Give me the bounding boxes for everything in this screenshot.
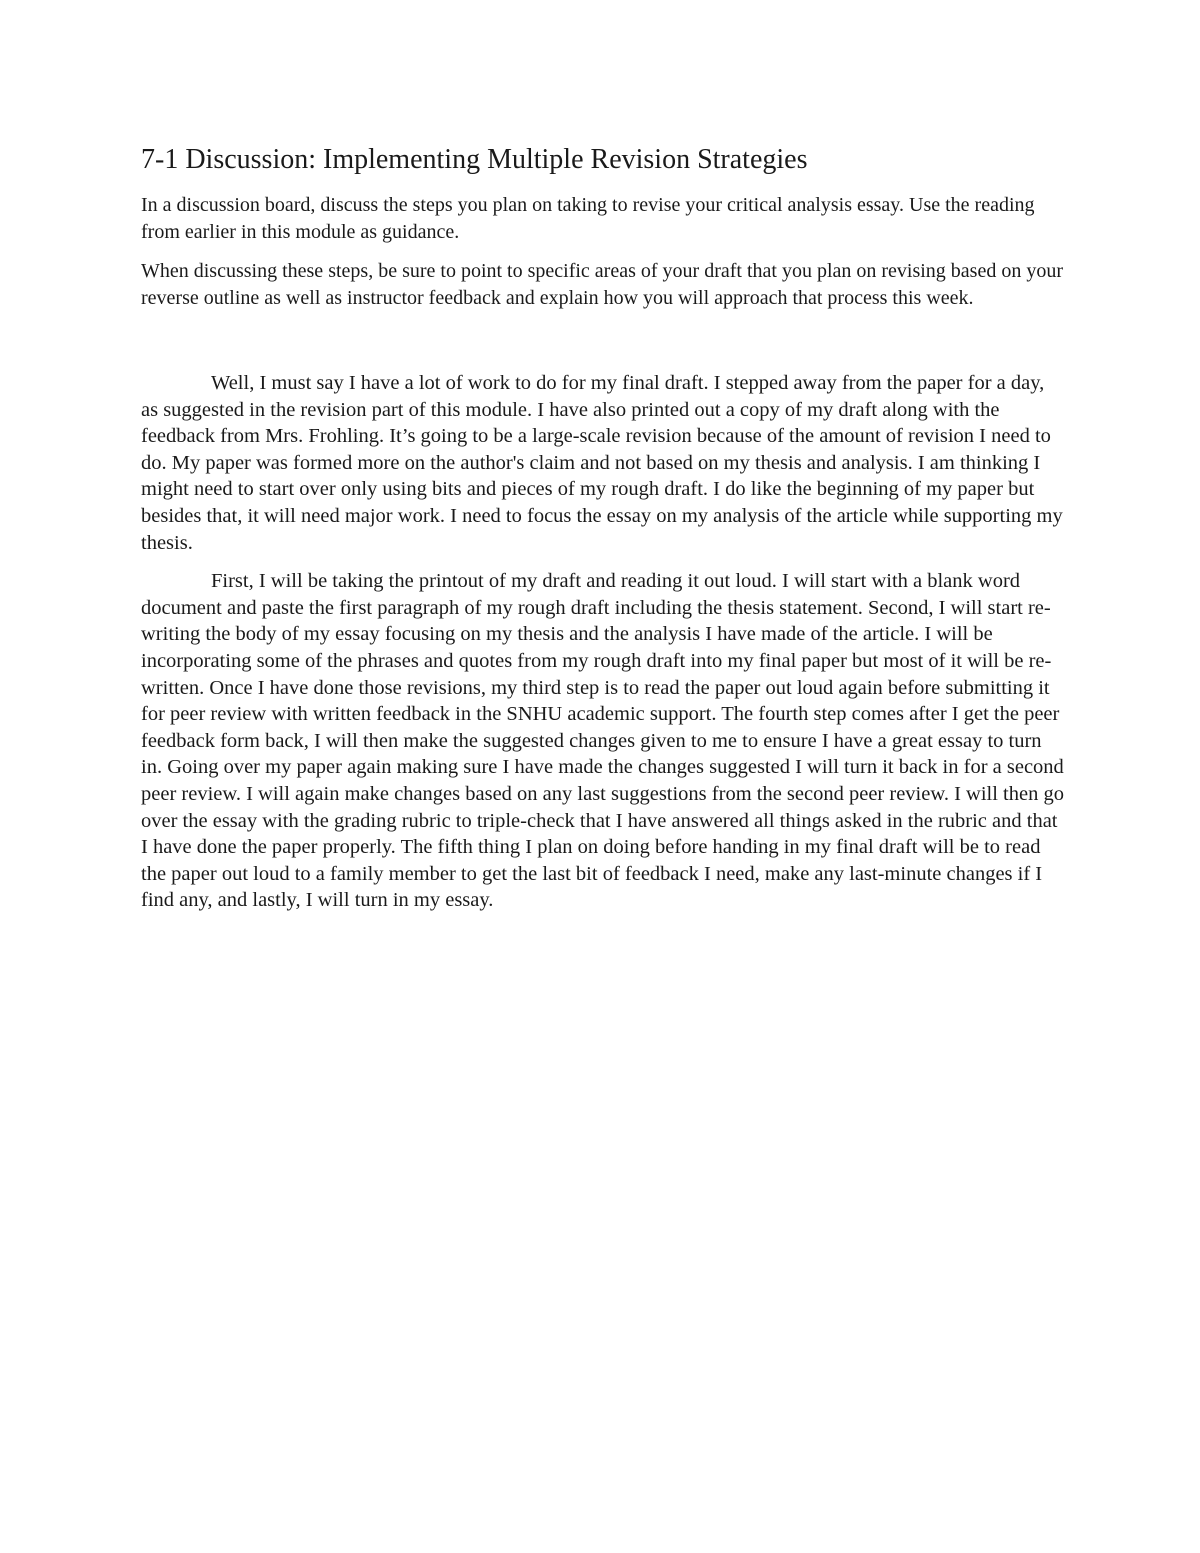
response-paragraph-1: Well, I must say I have a lot of work to do for my final draft. I stepped away from the paper for a day, as suggested in the revision part of this module. I have also printed out a copy of my draft along with the feedback from Mrs. Frohling. It’s going to be a large-scale revision because of the amount of revision I need to do. My paper was formed more on the author's claim and not based on my thesis and analysis. I am thinking I might need to start over only using bits and pieces of my rough draft. I do like the beginning of my paper but besides that, it will need major work. I need to focus the essay on my analysis of the article while supporting my thesis. (141, 372, 1063, 554)
response-paragraph-2: First, I will be taking the printout of my draft and reading it out loud. I will start with a blank word document and paste the first paragraph of my rough draft including the thesis statement. Second, I will start re-writing the body of my essay focusing on my thesis and the analysis I have made of the article. I will be incorporating some of the phrases and quotes from my rough draft into my final paper but most of it will be re-written. Once I have done those revisions, my third step is to read the paper out loud again before submitting it for peer review with written feedback in the SNHU academic support. The fourth step comes after I get the peer feedback form back, I will then make the suggested changes given to me to ensure I have a great essay to turn in. Going over my paper again making sure I have made the changes suggested I will turn it back in for a second peer review. I will again make changes based on any last suggestions from the second peer review. I will then go over the essay with the grading rubric to triple-check that I have answered all things asked in the rubric and that I have done the paper properly. The fifth thing I plan on doing before handing in my final draft will be to read the paper out loud to a family member to get the last bit of feedback I need, make any last-minute changes if I find any, and lastly, I will turn in my essay. (141, 570, 1064, 912)
document-content (141, 140, 1066, 926)
document-title: 7-1 Discussion: Implementing Multiple Revision Strategies (141, 144, 808, 175)
section-spacer (141, 324, 1066, 370)
prompt-paragraph-2: When discussing these steps, be sure to point to specific areas of your draft that you plan on revising based on your reverse outline as well as instructor feedback and explain how you will approach that process this week. (141, 260, 1064, 309)
prompt-paragraph-1: In a discussion board, discuss the steps you plan on taking to revise your critical analysis essay. Use the reading from earlier in this module as guidance. (141, 194, 1035, 243)
